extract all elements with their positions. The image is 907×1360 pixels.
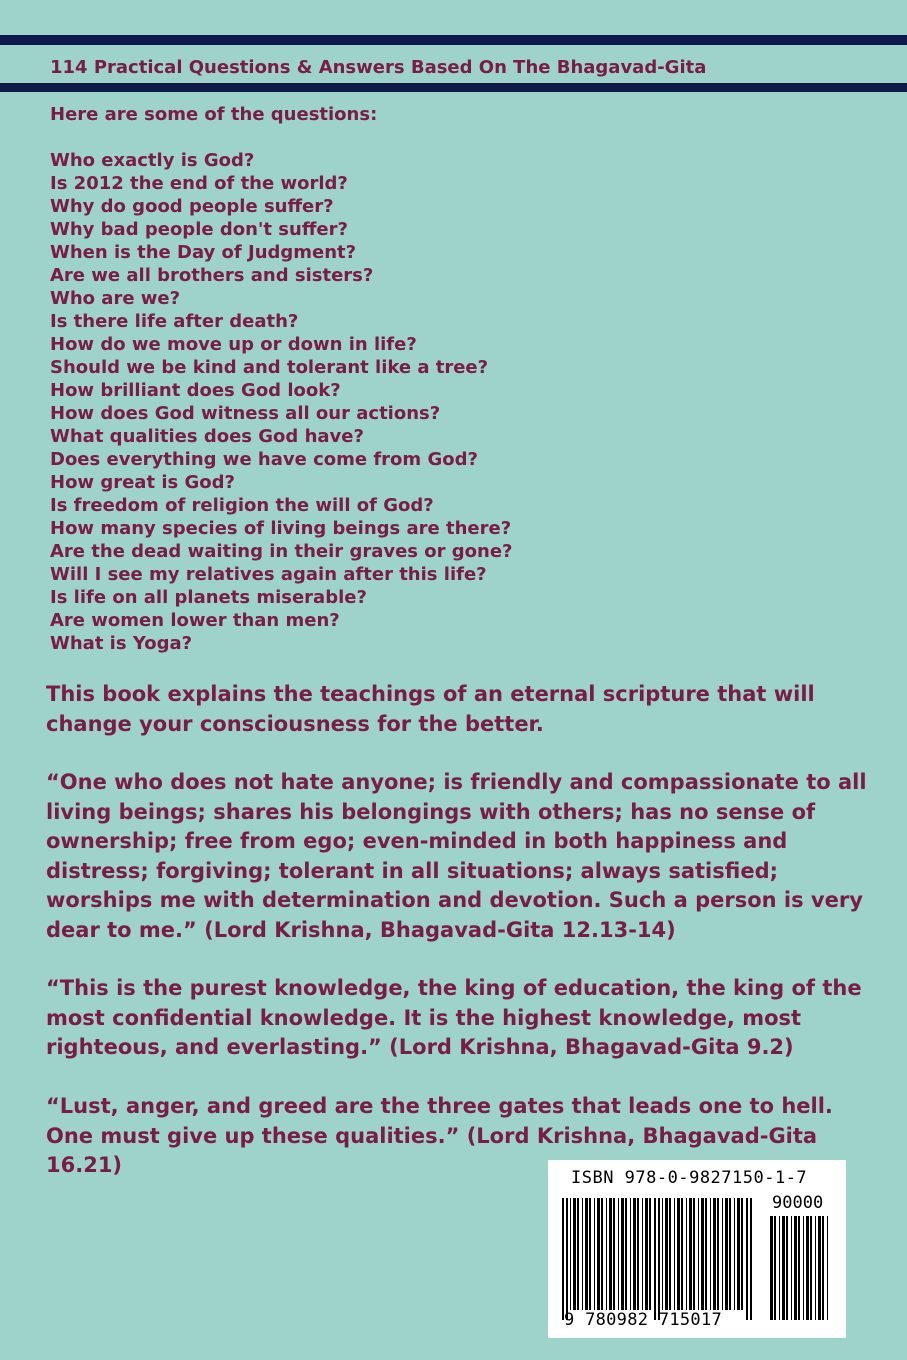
question-item: How many species of living beings are there?	[50, 518, 512, 539]
quote-gita-16-21: “Lust, anger, and greed are the three gates that leads one to hell. One must give up these qualities.” (Lord Krishna, Bhagavad-Gita 16.21)	[46, 1094, 833, 1177]
top-rule	[0, 35, 907, 45]
question-item: Are the dead waiting in their graves or gone?	[50, 541, 513, 562]
questions-intro: Here are some of the questions:	[50, 104, 378, 125]
question-item: How great is God?	[50, 472, 235, 493]
question-item: Is there life after death?	[50, 311, 299, 332]
question-item: Who exactly is God?	[50, 150, 255, 171]
question-item: Should we be kind and tolerant like a tree?	[50, 357, 489, 378]
question-item: Will I see my relatives again after this life?	[50, 564, 487, 585]
price-addon: 90000	[772, 1193, 824, 1213]
question-item: How do we move up or down in life?	[50, 334, 417, 355]
question-item: What qualities does God have?	[50, 426, 364, 447]
ean-digits: 9 780982 715017	[564, 1310, 723, 1330]
question-item: Is freedom of religion the will of God?	[50, 495, 434, 516]
question-item: How does God witness all our actions?	[50, 403, 441, 424]
question-item: Are we all brothers and sisters?	[50, 265, 374, 286]
quote-gita-12-13: “One who does not hate anyone; is friendly and compassionate to all living beings; shares his belongings with others; has no sense of ownership; free from ego; even-minded in both happiness and distress; forgiving; tolerant in all situations; always satisfied; worships me with determination and devotion. Such a person is very dear to me.” (Lord Krishna, Bhagavad-Gita 12.13-14)	[46, 770, 867, 942]
question-item: How brilliant does God look?	[50, 380, 341, 401]
bottom-rule	[0, 83, 907, 92]
question-item: Why do good people suffer?	[50, 196, 334, 217]
question-item: Does everything we have come from God?	[50, 449, 478, 470]
question-item: Is life on all planets miserable?	[50, 587, 367, 608]
question-item: Why bad people don't suffer?	[50, 219, 348, 240]
question-item: Are women lower than men?	[50, 610, 340, 631]
questions-list	[50, 149, 513, 655]
isbn-barcode	[548, 1160, 846, 1338]
question-item: What is Yoga?	[50, 633, 193, 654]
header-title: 114 Practical Questions & Answers Based On The Bhagavad-Gita	[50, 57, 707, 78]
isbn-label: ISBN 978-0-9827150-1-7	[571, 1168, 808, 1188]
book-description: This book explains the teachings of an eternal scripture that will change your consciousness for the better.	[46, 682, 815, 736]
question-item: Who are we?	[50, 288, 181, 309]
quote-gita-9-2: “This is the purest knowledge, the king of education, the king of the most confidential knowledge. It is the highest knowledge, most righteous, and everlasting.” (Lord Krishna, Bhagavad-Gita 9.2)	[46, 976, 862, 1059]
question-item: When is the Day of Judgment?	[50, 242, 357, 263]
question-item: Is 2012 the end of the world?	[50, 173, 348, 194]
